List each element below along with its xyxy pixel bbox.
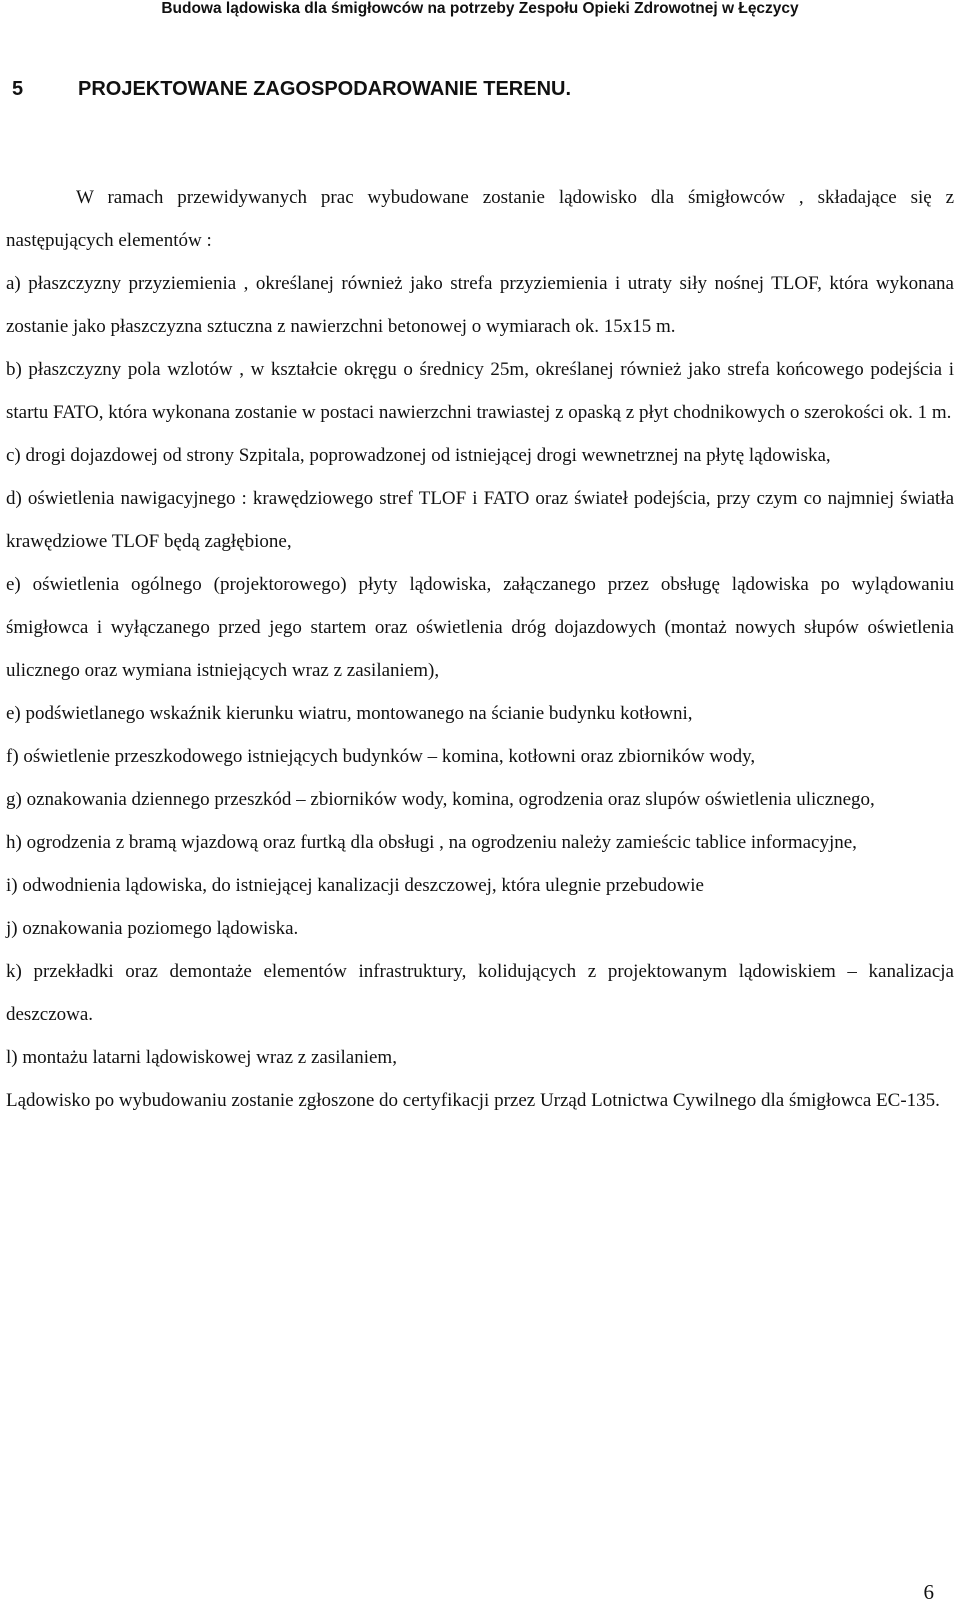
list-item-a: a) płaszczyzny przyziemienia , określanej również jako strefa przyziemienia i utraty siły nośnej TLOF, która wykonana zostanie jako płaszczyzna sztuczna z nawierzchni betonowej o wymiarach ok. 15x15 m.	[6, 273, 954, 337]
body-text	[6, 176, 954, 1122]
list-item-e-lighting: e) oświetlenia ogólnego (projektorowego) płyty lądowiska, załączanego przez obsługę lądowiska po wylądowaniu śmigłowca i wyłączanego przed jego startem oraz oświetlenia dróg dojazdowych (montaż nowych słupów oświetlenia ulicznego oraz wymiana istniejących wraz z zasilaniem),	[6, 574, 954, 681]
list-item-g: g) oznakowania dziennego przeszkód – zbiorników wody, komina, ogrodzenia oraz slupów oświetlenia ulicznego,	[6, 789, 875, 810]
list-item-j: j) oznakowania poziomego lądowiska.	[6, 918, 299, 939]
section-heading	[12, 76, 571, 102]
list-item-e-wind-indicator: e) podświetlanego wskaźnik kierunku wiatru, montowanego na ścianie budynku kotłowni,	[6, 703, 693, 724]
section-title: PROJEKTOWANE ZAGOSPODAROWANIE TERENU.	[78, 78, 572, 100]
list-item-b: b) płaszczyzny pola wzlotów , w kształcie okręgu o średnicy 25m, określanej również jako strefa końcowego podejścia i startu FATO, która wykonana zostanie w postaci nawierzchni trawiastej z opaską z płyt chodnikowych o szerokości ok. 1 m.	[6, 359, 954, 423]
list-item-i: i) odwodnienia lądowiska, do istniejącej kanalizacji deszczowej, która ulegnie przebudowie	[6, 875, 704, 896]
running-header: Budowa lądowiska dla śmigłowców na potrzeby Zespołu Opieki Zdrowotnej w Łęczycy	[161, 0, 799, 17]
list-item-f: f) oświetlenie przeszkodowego istniejących budynków – komina, kotłowni oraz zbiorników wody,	[6, 746, 756, 767]
list-item-k: k) przekładki oraz demontaże elementów infrastruktury, kolidujących z projektowanym lądowiskiem – kanalizacja deszczowa.	[6, 961, 954, 1025]
closing-paragraph: Lądowisko po wybudowaniu zostanie zgłoszone do certyfikacji przez Urząd Lotnictwa Cywilnego dla śmigłowca EC-135.	[6, 1090, 940, 1111]
intro-paragraph: W ramach przewidywanych prac wybudowane zostanie lądowisko dla śmigłowców , składające się z następujących elementów :	[6, 187, 954, 251]
list-item-l: l) montażu latarni lądowiskowej wraz z zasilaniem,	[6, 1047, 397, 1068]
page-number: 6	[923, 1580, 934, 1604]
section-number: 5	[12, 78, 24, 100]
list-item-h: h) ogrodzenia z bramą wjazdową oraz furtką dla obsługi , na ogrodzeniu należy zamieścic tablice informacyjne,	[6, 832, 857, 853]
list-item-d: d) oświetlenia nawigacyjnego : krawędziowego stref TLOF i FATO oraz świateł podejścia, przy czym co najmniej światła krawędziowe TLOF będą zagłębione,	[6, 488, 954, 552]
list-item-c: c) drogi dojazdowej od strony Szpitala, poprowadzonej od istniejącej drogi wewnetrznej na płytę lądowiska,	[6, 445, 831, 466]
